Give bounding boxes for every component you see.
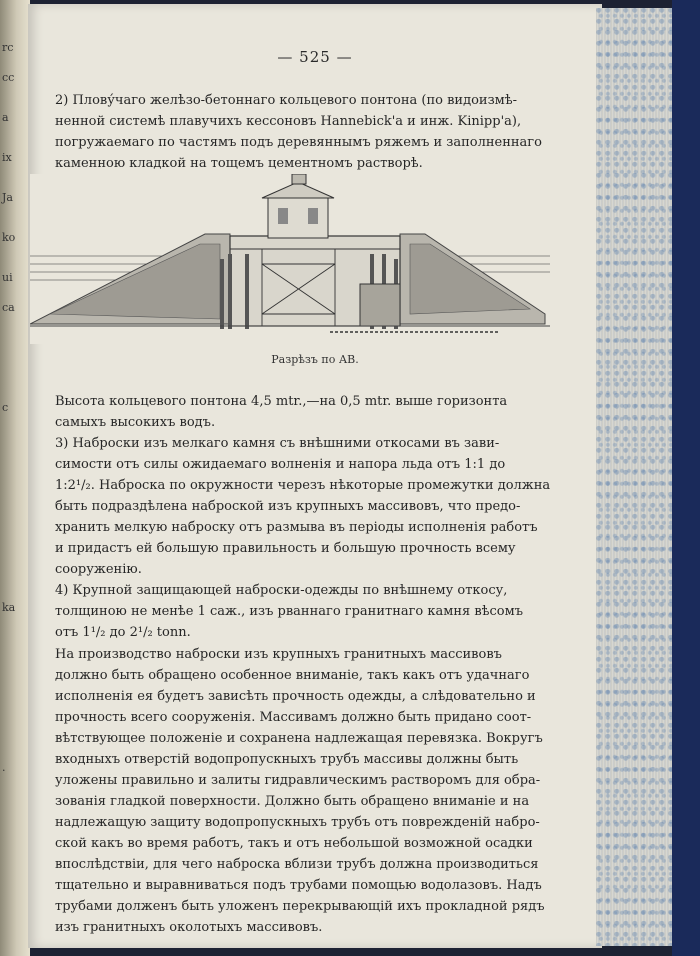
book-cover [672, 0, 700, 956]
text-line: погружаемаго по частямъ подъ деревяннымъ ряжемъ и заполненнаго [55, 135, 542, 150]
left-page-fragment: ix [2, 151, 12, 164]
left-page-fragment: c [2, 401, 9, 414]
text-line: ской какъ во время работъ, такъ и отъ небольшой возможной осадки [55, 836, 533, 851]
page-number: — 525 — [277, 48, 353, 66]
left-page-fragment: . [2, 761, 6, 774]
text-line: зованія гладкой поверхности. Должно быть обращено вниманіе и на [55, 794, 530, 809]
text-line: отъ 1¹/₂ до 2¹/₂ tonn. [55, 625, 191, 640]
paragraph-granite-blocks [55, 644, 555, 938]
text-line: входныхъ отверстій водопропускныхъ трубъ массивы должны быть [55, 752, 519, 767]
text-line: впослѣдствіи, для чего наброска вблизи трубъ должна производиться [55, 857, 539, 872]
adjacent-page-edge [0, 0, 30, 956]
cross-section-figure [30, 174, 550, 344]
text-line: изъ гранитныхъ околотыхъ массивовъ. [55, 920, 323, 935]
text-line: каменною кладкой на тощемъ цементномъ растворѣ. [55, 156, 423, 171]
left-page-fragment: ca [2, 301, 15, 314]
text-line: толщиною не менѣе 1 саж., изъ рваннаго гранитнаго камня вѣсомъ [55, 604, 524, 619]
left-page-fragment: ka [2, 601, 16, 614]
left-page-fragment: Ja [2, 191, 13, 204]
text-line: На производство наброски изъ крупныхъ гранитныхъ массивовъ [55, 647, 502, 662]
figure-caption: Разрѣзъ по АВ. [271, 353, 359, 366]
text-line: и придастъ ей большую правильность и большую прочность всему [55, 541, 516, 556]
left-page-fragment: cc [2, 71, 15, 84]
left-page-fragment: rc [2, 41, 14, 54]
paragraph-pontoon [55, 90, 555, 174]
text-line: 2) Плову́чаго желѣзо-бетоннаго кольцевого понтона (по видоизмѣ- [55, 93, 518, 108]
page-edges [596, 8, 672, 946]
text-line: исполненія ея будетъ зависѣть прочность одежды, а слѣдовательно и [55, 689, 536, 704]
text-line: хранить мелкую наброску отъ размыва въ періоды исполненія работъ [55, 520, 538, 535]
text-line: быть подраздѣлена наброской изъ крупныхъ массивовъ, что предо- [55, 499, 521, 514]
paragraph-protective-cover [55, 580, 555, 643]
text-line: самыхъ высокихъ водъ. [55, 415, 216, 430]
paragraph-height [55, 391, 555, 433]
text-line: 3) Наброски изъ мелкаго камня съ внѣшними откосами въ зави- [55, 436, 500, 451]
text-line: вѣтствующее положеніе и сохранена надлежащая перевязка. Вокругъ [55, 731, 543, 746]
left-page-fragment: ui [2, 271, 13, 284]
text-line: Высота кольцевого понтона 4,5 mtr.,—на 0,5 mtr. выше горизонта [55, 394, 508, 409]
text-line: уложены правильно и залиты гидравлическимъ растворомъ для обра- [55, 773, 541, 788]
text-line: прочность всего сооруженія. Массивамъ должно быть придано соот- [55, 710, 532, 725]
text-line: симости отъ силы ожидаемаго волненія и напора льда отъ 1:1 до [55, 457, 506, 472]
left-page-fragment: a [2, 111, 9, 124]
text-line: тщательно и выравниваться подъ трубами помощью водолазовъ. Надъ [55, 878, 542, 893]
paragraph-small-stone [55, 433, 555, 580]
text-line: 4) Крупной защищающей наброски-одежды по внѣшнему откосу, [55, 583, 508, 598]
left-page-fragment: ko [2, 231, 16, 244]
text-line: надлежащую защиту водопропускныхъ трубъ отъ поврежденій набро- [55, 815, 540, 830]
text-line: ненной системѣ плавучихъ кессоновъ Hannebick'а и инж. Kinipp'а), [55, 114, 522, 129]
text-line: должно быть обращено особенное вниманіе, такъ какъ отъ удачнаго [55, 668, 530, 683]
text-line: сооруженію. [55, 562, 142, 577]
text-line: трубами долженъ быть уложенъ перекрывающій ихъ прокладной рядъ [55, 899, 545, 914]
text-line: 1:2¹/₂. Наброска по окружности черезъ нѣкоторые промежутки должна [55, 478, 551, 493]
book-page [28, 4, 602, 948]
